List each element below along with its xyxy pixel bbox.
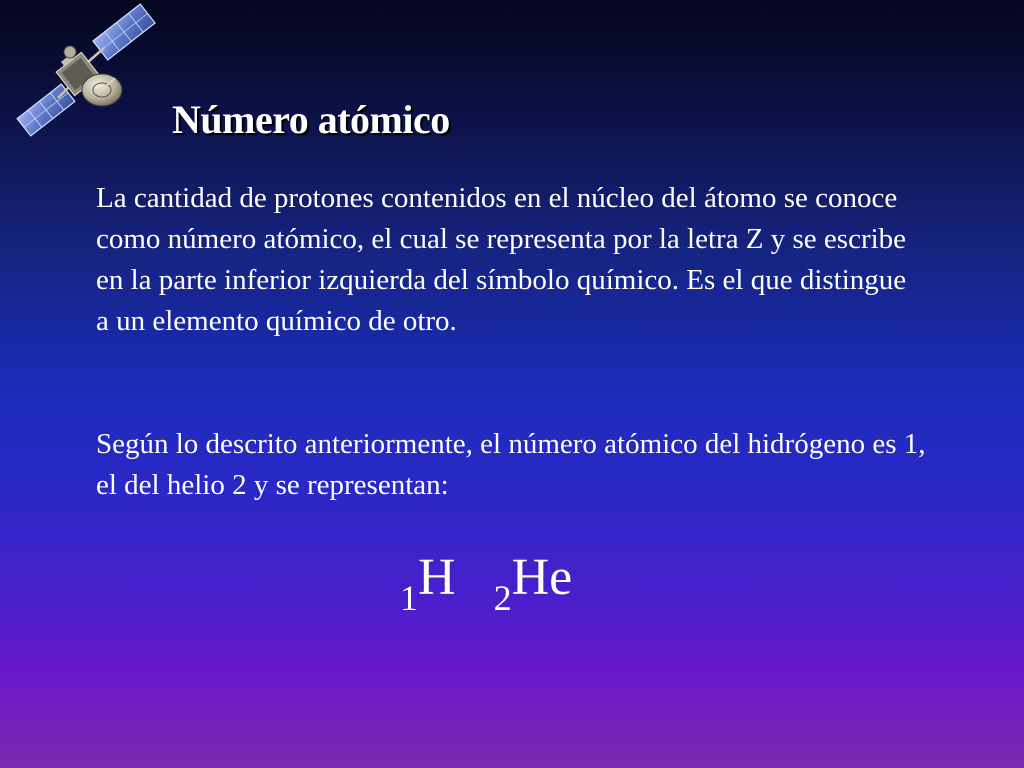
paragraph-definition: La cantidad de protones contenidos en el núcleo del átomo se conoce como número atómico, el cual se representa por la letra Z y se escribe en la parte inferior izquierda del símbolo químico. Es el que distingue a un elemento químico de otro.: [96, 182, 907, 337]
element-symbol-helium: He: [511, 549, 573, 606]
atomic-number-helium: 2: [493, 578, 512, 618]
element-symbol-hydrogen: H: [418, 549, 456, 606]
paragraph-examples: Según lo descrito anteriormente, el número atómico del hidrógeno es 1, el del helio 2 y se representan:: [96, 428, 926, 501]
hydrogen-notation: [400, 549, 456, 618]
slide-title: Número atómico: [172, 97, 450, 142]
satellite-icon: [12, 2, 160, 140]
helium-notation: [493, 549, 573, 618]
atomic-number-hydrogen: 1: [400, 578, 418, 618]
atomic-notation: [400, 548, 573, 618]
